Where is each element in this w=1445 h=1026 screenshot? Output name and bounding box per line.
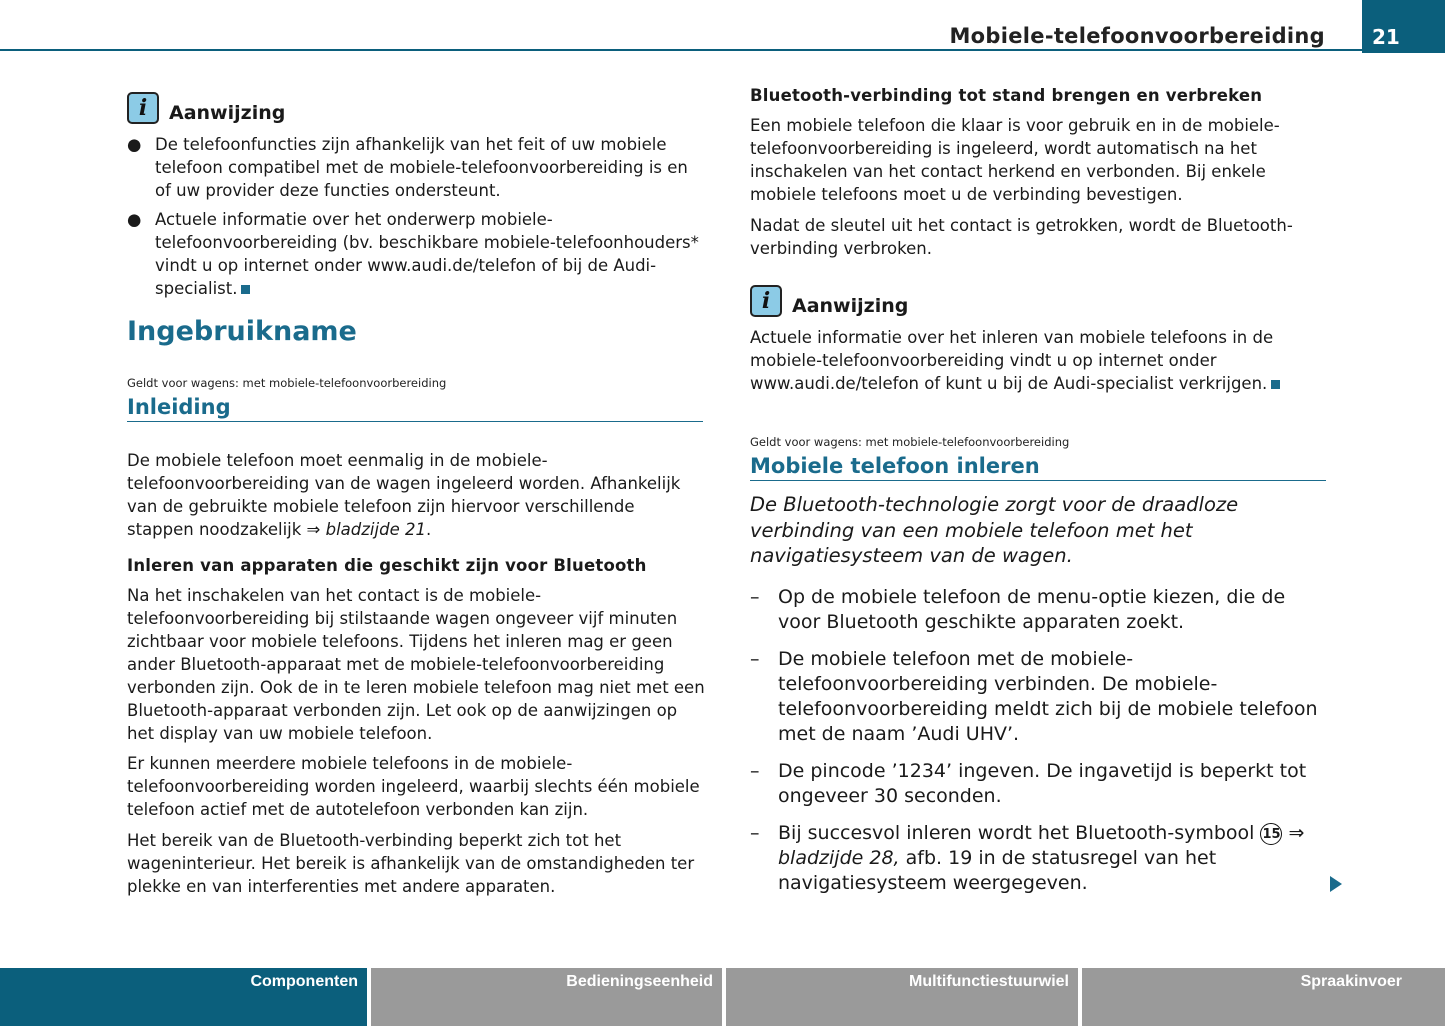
paragraph: Het bereik van de Bluetooth-verbinding beperkt zich tot het wageninterieur. Het bereik is afhankelijk van de omstandigheden ter plekke en van interferenties met andere apparaten. — [127, 831, 695, 896]
step-text: De pincode ’1234’ ingeven. De ingavetijd is beperkt tot ongeveer 30 seconden. — [778, 760, 1307, 807]
subsection-title: Inleiding — [127, 395, 703, 422]
note-bullets — [127, 133, 707, 300]
tab-multifunctiestuurwiel[interactable]: Multifunctiestuurwiel — [726, 968, 1078, 1026]
lead-paragraph: De Bluetooth-technologie zorgt voor de draadloze verbinding van een mobiele telefoon met het navigatiesysteem van de wagen. — [750, 493, 1239, 567]
header-rule — [0, 49, 1362, 51]
bluetooth-heading: Inleren van apparaten die geschikt zijn voor Bluetooth — [127, 556, 647, 575]
tab-spraakinvoer[interactable]: Spraakinvoer — [1082, 968, 1445, 1026]
continue-arrow-icon — [1330, 876, 1342, 892]
note-heading — [127, 92, 707, 124]
page-reference-link[interactable]: ⇒ bladzijde 28, — [778, 822, 1305, 869]
step-text: afb. 19 in de statusregel van het navigatiesysteem weergegeven. — [778, 847, 1217, 894]
page-number: 21 — [1362, 0, 1445, 53]
note-title: Aanwijzing — [169, 102, 286, 124]
info-icon: i — [750, 285, 782, 317]
bullet-item: ● De telefoonfuncties zijn afhankelijk van het feit of uw mobiele telefoon compatibel met de mobiele-telefoonvoorbereiding is en of uw provider deze functies ondersteunt. — [127, 133, 707, 202]
end-marker-icon — [241, 285, 250, 294]
intro-paragraph: De mobiele telefoon moet eenmalig in de mobiele-telefoonvoorbereiding van de wagen ingeleerd worden. Afhankelijk van de gebruikte mobiele telefoon zijn hiervoor verschillende stappen noodzakelijk ⇒ bladzijde 21. — [127, 451, 681, 539]
step-item: – De mobiele telefoon met de mobiele-telefoonvoorbereiding verbinden. De mobiele-telefoonvoorbereiding meldt zich bij de mobiele telefoon met de naam ’Audi UHV’. — [750, 647, 1320, 747]
step-text: Op de mobiele telefoon de menu-optie kiezen, die de voor Bluetooth geschikte apparaten zoekt. — [778, 586, 1286, 633]
section-title: Ingebruikname — [127, 316, 357, 347]
note-text: Actuele informatie over het inleren van mobiele telefoons in de mobiele-telefoonvoorbereiding vindt u op internet onder www.audi.de/telefon of kunt u bij de Audi-specialist verkrijgen. — [750, 328, 1274, 393]
paragraph: Nadat de sleutel uit het contact is getrokken, wordt de Bluetooth-verbinding verbroken. — [750, 216, 1293, 258]
paragraph: Een mobiele telefoon die klaar is voor gebruik en in de mobiele-telefoonvoorbereiding is ingeleerd, wordt automatisch na het inschakelen van het contact herkend en verbonden. Bij enkele mobiele telefoons moet u de verbinding bevestigen. — [750, 116, 1280, 204]
step-item: – Bij succesvol inleren wordt het Bluetooth-symbool 15 ⇒ bladzijde 28, afb. 19 in de statusregel van het navigatiesysteem weergegeven. — [750, 822, 1305, 894]
bluetooth-connection-heading: Bluetooth-verbinding tot stand brengen en verbreken — [750, 86, 1263, 105]
callout-number-badge: 15 — [1260, 823, 1282, 845]
page-reference-link[interactable]: ⇒ bladzijde 21 — [306, 520, 426, 539]
paragraph: Na het inschakelen van het contact is de mobiele-telefoonvoorbereiding bij stilstaande wagen ongeveer vijf minuten zichtbaar voor mobiele telefoons. Tijdens het inleren mag er geen ander Bluetooth-apparaat met de mobiele-telefoonvoorbereiding verbonden zijn. Ook de in te leren mobiele telefoon mag niet met een Bluetooth-apparaat verbonden zijn. Let ook op de aanwijzingen op het display van uw mobiele telefoon. — [127, 586, 705, 743]
step-item: – Op de mobiele telefoon de menu-optie kiezen, die de voor Bluetooth geschikte apparaten zoekt. — [750, 585, 1320, 635]
bullet-text: De telefoonfuncties zijn afhankelijk van het feit of uw mobiele telefoon compatibel met de mobiele-telefoonvoorbereiding is en of uw provider deze functies ondersteunt. — [155, 135, 688, 200]
note-heading — [750, 285, 1330, 317]
step-text: Bij succesvol inleren wordt het Bluetooth-symbool — [778, 822, 1261, 844]
note-paragraph — [750, 326, 1320, 395]
chapter-title: Mobiele-telefoonvoorbereiding — [949, 24, 1325, 48]
info-icon: i — [127, 92, 159, 124]
applies-note: Geldt voor wagens: met mobiele-telefoonvoorbereiding — [127, 376, 447, 390]
end-marker-icon — [1271, 380, 1280, 389]
applies-note: Geldt voor wagens: met mobiele-telefoonvoorbereiding — [750, 435, 1070, 449]
step-text: De mobiele telefoon met de mobiele-telefoonvoorbereiding verbinden. De mobiele-telefoonvoorbereiding meldt zich bij de mobiele telefoon met de naam ’Audi UHV’. — [778, 648, 1318, 745]
step-item: – De pincode ’1234’ ingeven. De ingavetijd is beperkt tot ongeveer 30 seconden. — [750, 759, 1320, 809]
subsection-title: Mobiele telefoon inleren — [750, 454, 1326, 481]
intro-text: De mobiele telefoon moet eenmalig in de mobiele-telefoonvoorbereiding van de wagen ingeleerd worden. Afhankelijk van de gebruikte mobiele telefoon zijn hiervoor verschillende stappen noodzakelijk — [127, 451, 681, 539]
bullet-item: ● Actuele informatie over het onderwerp mobiele-telefoonvoorbereiding (bv. beschikbare mobiele-telefoonhouders* vindt u op internet onder www.audi.de/telefon of bij de Audi-specialist. — [127, 210, 699, 298]
tab-bedieningseenheid[interactable]: Bedieningseenheid — [371, 968, 722, 1026]
tab-componenten[interactable]: Componenten — [0, 968, 367, 1026]
note-title: Aanwijzing — [792, 295, 909, 317]
paragraph: Er kunnen meerdere mobiele telefoons in de mobiele-telefoonvoorbereiding worden ingeleerd, waarbij slechts één mobiele telefoon actief met de autotelefoon verbonden kan zijn. — [127, 754, 700, 819]
bullet-text: Actuele informatie over het onderwerp mobiele-telefoonvoorbereiding (bv. beschikbare mobiele-telefoonhouders* vindt u op internet onder www.audi.de/telefon of bij de Audi-specialist. — [155, 210, 699, 298]
